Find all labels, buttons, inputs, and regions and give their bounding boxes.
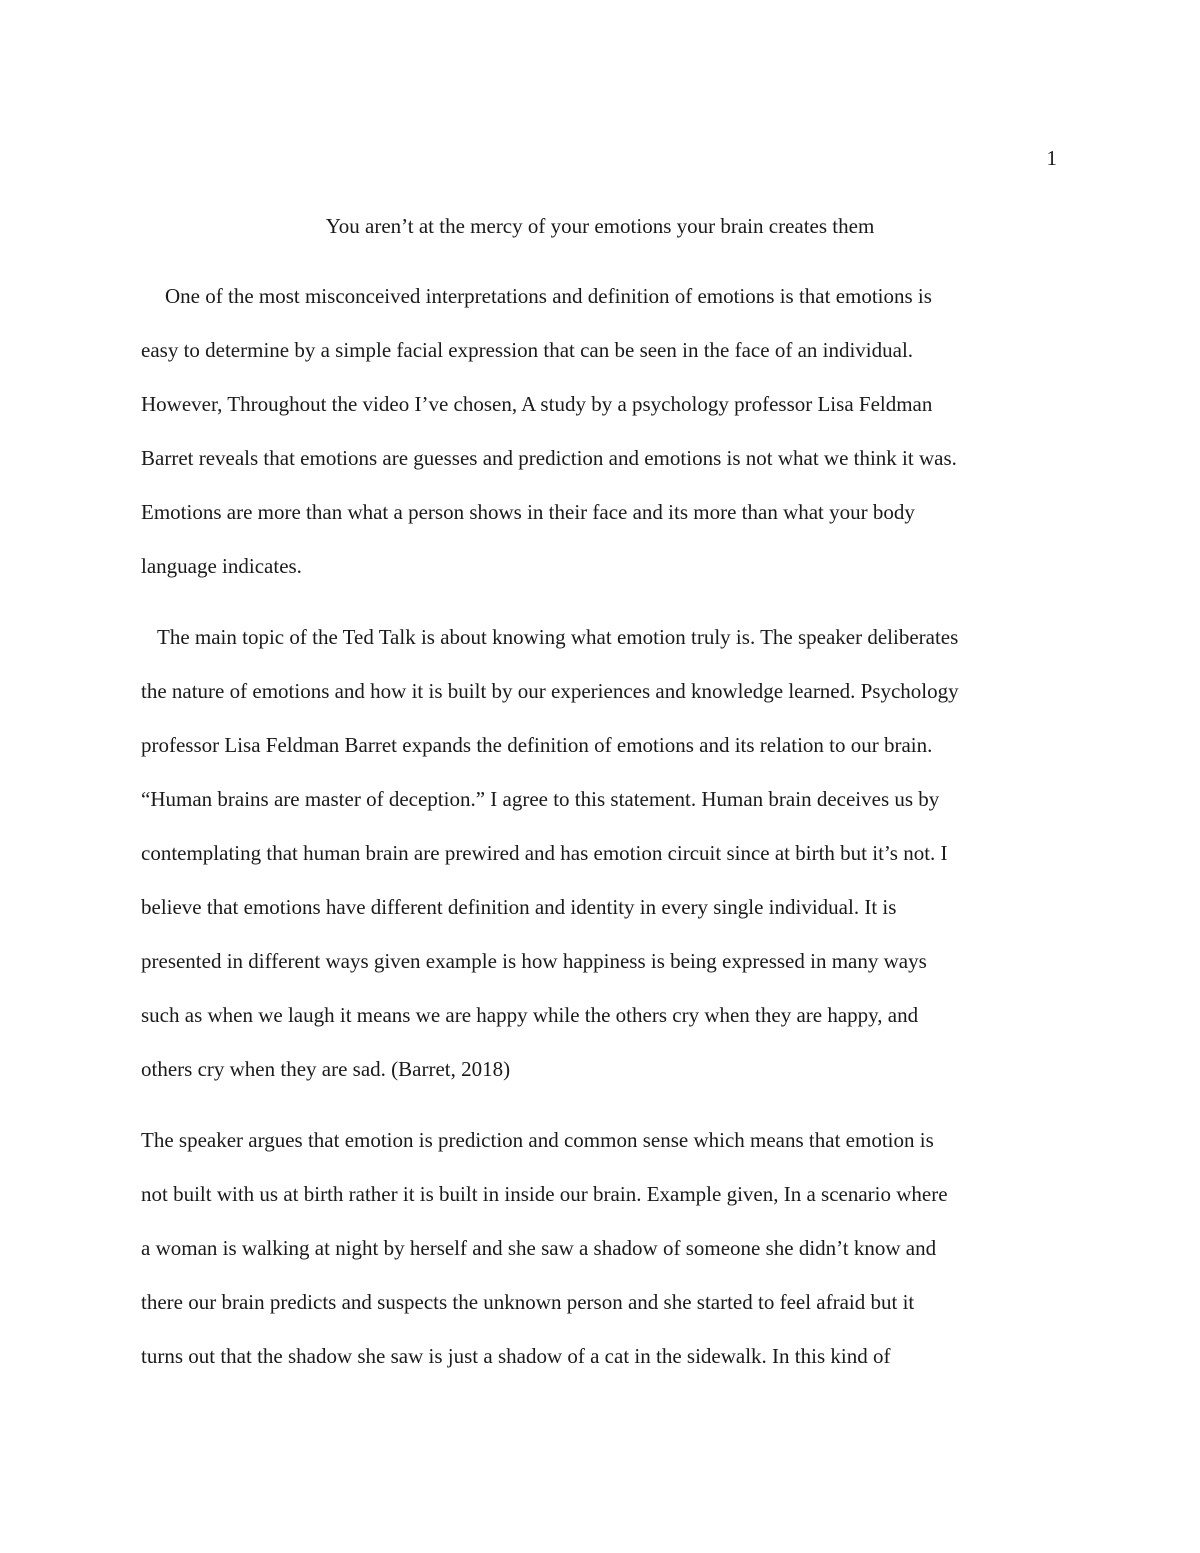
paragraph-2-line-7: presented in different ways given example is how happiness is being expressed in many ways [141, 949, 927, 973]
paragraph-2-line-9: others cry when they are sad. (Barret, 2018) [141, 1057, 511, 1081]
document-title: You aren’t at the mercy of your emotions your brain creates them [325, 214, 875, 238]
paragraph-1-line-5: Emotions are more than what a person shows in their face and its more than what your body [141, 500, 915, 524]
paragraph-1-line-6: language indicates. [141, 554, 302, 578]
paragraph-3-line-5: turns out that the shadow she saw is just a shadow of a cat in the sidewalk. In this kind of [141, 1344, 891, 1368]
paragraph-3-line-4: there our brain predicts and suspects the unknown person and she started to feel afraid but it [141, 1290, 915, 1314]
paragraph-2-line-8: such as when we laugh it means we are happy while the others cry when they are happy, and [141, 1003, 919, 1027]
paragraph-1-line-1: One of the most misconceived interpretations and definition of emotions is that emotions is [165, 284, 932, 308]
paragraph-1-line-2: easy to determine by a simple facial expression that can be seen in the face of an individual. [141, 338, 914, 362]
paragraph-3-line-2: not built with us at birth rather it is built in inside our brain. Example given, In a scenario where [141, 1182, 948, 1206]
paragraph-1-line-3: However, Throughout the video I’ve chosen, A study by a psychology professor Lisa Feldman [141, 392, 933, 416]
paragraph-2-line-2: the nature of emotions and how it is built by our experiences and knowledge learned. Psychology [141, 679, 959, 703]
page-number: 1 [1046, 146, 1057, 170]
paragraph-3-line-3: a woman is walking at night by herself and she saw a shadow of someone she didn’t know and [141, 1236, 937, 1260]
paragraph-1-line-4: Barret reveals that emotions are guesses and prediction and emotions is not what we think it was. [141, 446, 957, 470]
paragraph-2-line-3: professor Lisa Feldman Barret expands the definition of emotions and its relation to our brain. [141, 733, 933, 757]
paragraph-2-line-4: “Human brains are master of deception.” I agree to this statement. Human brain deceives us by [141, 787, 940, 811]
paragraph-3-line-1: The speaker argues that emotion is prediction and common sense which means that emotion is [141, 1128, 934, 1152]
paragraph-2-line-1: The main topic of the Ted Talk is about knowing what emotion truly is. The speaker deliberates [157, 625, 959, 649]
paragraph-2-line-5: contemplating that human brain are prewired and has emotion circuit since at birth but it’s not. I [141, 841, 948, 865]
paragraph-2-line-6: believe that emotions have different definition and identity in every single individual. It is [141, 895, 897, 919]
